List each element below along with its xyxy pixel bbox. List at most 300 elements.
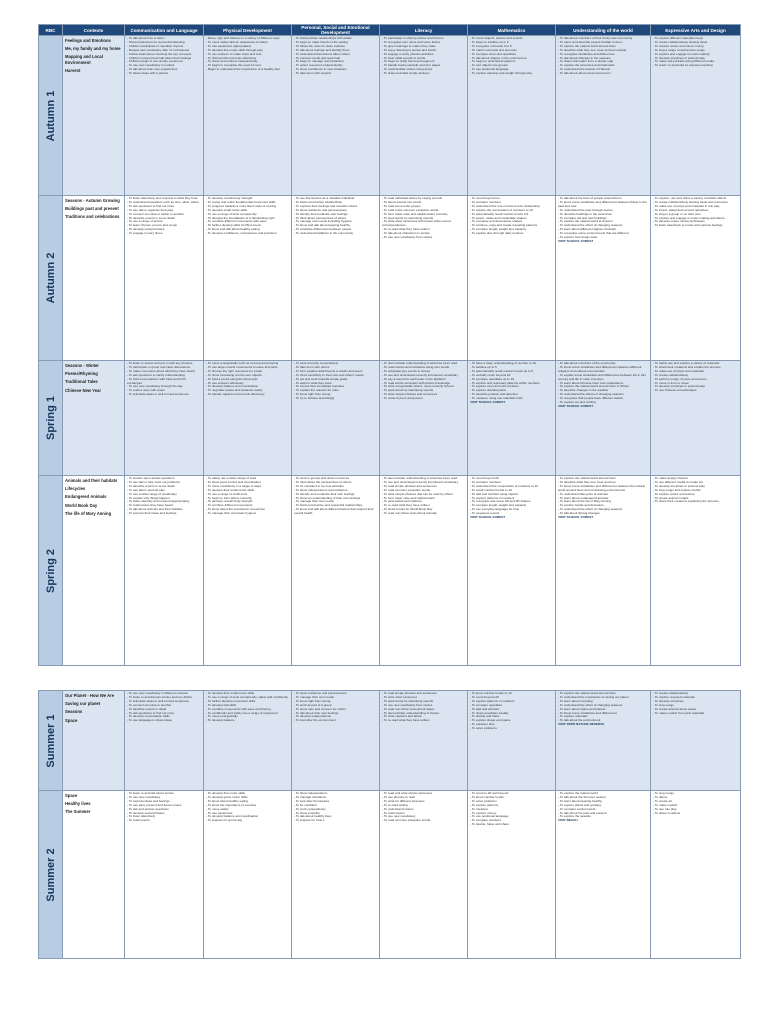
cell-line: - To develop confidence, competence and precision bbox=[206, 231, 277, 236]
cell-line: - To understand the importance of saving our planet bbox=[558, 694, 629, 699]
cell-line: - To listen to and talk about stories bbox=[127, 791, 174, 795]
cell-line: - To share quantities equally bbox=[470, 710, 509, 715]
cell-line: - To begin to understand patterns bbox=[470, 59, 516, 64]
cell-line: - To read individual letters by saying sounds bbox=[382, 196, 442, 200]
cell-line: - To show sensitivity to their own and others' needs bbox=[294, 372, 364, 377]
cell-line: - To know some similarities and differences between things in the past and now bbox=[558, 199, 647, 208]
cell-line: - To begin to subitise up to 3 bbox=[470, 39, 509, 44]
cell-line: - To articulate ideas in well-formed sentences bbox=[127, 392, 189, 397]
cell-line: - To make comments about what they have heard bbox=[127, 368, 195, 373]
cell-line: - To compare sizes and quantities bbox=[470, 51, 517, 56]
cell-line: - To compare environments bbox=[558, 806, 596, 811]
cell-line: - To sing a range of well-known songs bbox=[653, 47, 705, 52]
cell-line: - To read common exception words bbox=[382, 818, 431, 823]
cell-line: - To begin to make friends in the setting bbox=[294, 39, 348, 44]
cell-line: - To share books for World Book Day bbox=[382, 507, 433, 512]
communication-cell bbox=[125, 791, 204, 959]
context-item: Seasons - Autumn Growing bbox=[65, 198, 120, 203]
cell-line: - To make models from junk materials bbox=[653, 710, 705, 715]
cell-line: - To count beyond 20 bbox=[470, 476, 499, 480]
context-item: Space bbox=[65, 717, 78, 723]
cell-line: - To use language to share ideas bbox=[127, 718, 172, 723]
cell-line: - To spell words by identifying sounds bbox=[382, 215, 434, 220]
cell-line: - To use and understand recently introduced vocabulary bbox=[382, 372, 459, 377]
cell-line: - To share their creations and explain the process bbox=[653, 364, 721, 369]
cell-line: - Begin to understand the importance of a healthy diet bbox=[206, 67, 280, 72]
context-item: Our Planet - How We Are bbox=[65, 693, 115, 698]
cell-line: - To talk about members of the community bbox=[558, 361, 616, 365]
cell-line: - To form lower case and capital letters bbox=[382, 495, 435, 500]
curriculum-table-summer bbox=[38, 690, 741, 959]
cell-line: - To dance bbox=[653, 794, 668, 799]
mathematics-cell bbox=[468, 196, 556, 361]
expressive-cell bbox=[651, 196, 741, 361]
cell-line: - To control their immediate impulses bbox=[294, 384, 345, 389]
cell-line: - To build constructive and respectful relationships bbox=[294, 503, 363, 508]
cell-line: - To talk about how to listen bbox=[127, 36, 165, 40]
contexts-cell bbox=[63, 691, 125, 791]
cell-line: - To write simple phrases that can be read by others bbox=[382, 491, 453, 496]
cell-line: - To explore the composition of numbers to 10 bbox=[470, 207, 533, 212]
cell-line: - To understand the effects of changing seasons bbox=[558, 392, 624, 397]
cell-line: - To talk about feelings and identify them bbox=[294, 47, 350, 52]
cell-line: - To know some similarities and differences between the natural world around them and contrasting environments bbox=[558, 483, 645, 492]
cell-line: - To sing songs bbox=[653, 791, 674, 795]
cell-line: - Children participate in repetitive rhymes bbox=[127, 43, 184, 48]
cell-line: - To subitise up to 5 bbox=[470, 364, 497, 369]
table-row bbox=[39, 691, 741, 791]
cell-line: - To develop gross motor skills bbox=[206, 794, 248, 799]
cell-line: - To explore, use and refine a variety of artistic effects bbox=[653, 196, 727, 200]
cell-line: - To explore even and odd numbers bbox=[470, 384, 519, 389]
cell-line: - Follow instructions involving the key concepts bbox=[127, 51, 192, 56]
cell-line: - To select, rotate and manipulate shapes bbox=[470, 215, 527, 220]
cell-line: - To use a range of tenses bbox=[127, 219, 163, 224]
cell-line: - To prepare for Year 1 bbox=[294, 818, 325, 823]
cell-line: - To work and play cooperatively bbox=[294, 361, 339, 365]
cell-line: - To re-read what they have written bbox=[382, 503, 430, 508]
context-item: Poems/Rhyming bbox=[65, 371, 98, 377]
cell-line: - To understand the composition of numbers to 10 bbox=[470, 483, 539, 488]
cell-line: - To ask questions to find out more bbox=[127, 710, 175, 715]
header-understanding: Understanding of the world bbox=[556, 25, 651, 36]
cell-line: - To recognise own name and some letters bbox=[382, 39, 441, 44]
cell-line: - To count objects, actions and sounds bbox=[470, 36, 523, 40]
cell-line: - To develop social phrases bbox=[127, 227, 165, 232]
cell-line: - To create art bbox=[653, 798, 673, 803]
cell-line: - To measure bbox=[470, 806, 488, 811]
cell-line: - To retell stories and narratives using own words bbox=[382, 364, 450, 369]
table-row bbox=[39, 36, 741, 196]
cell-line: - To learn about recycling bbox=[558, 698, 593, 703]
cell-line: - To use talk to organise their play bbox=[127, 207, 174, 212]
term-cell bbox=[39, 476, 63, 666]
cell-line: - To count beyond 20 bbox=[470, 694, 499, 699]
cell-line: - To create collaboratively sharing ideas and resources bbox=[653, 199, 728, 204]
cell-line: - To describe events in some detail bbox=[127, 483, 175, 488]
cell-line: - To invent, adapt and recount narratives bbox=[653, 207, 709, 212]
cell-line: - To show increasing control over objects bbox=[206, 372, 262, 377]
cell-line: - To connect one idea to another bbox=[127, 702, 172, 707]
cell-line: - To learn about different religious festivals bbox=[558, 227, 616, 232]
cell-line: - To develop the foundations of a handwriting style bbox=[206, 215, 275, 220]
cell-line: - To combine different movements bbox=[206, 503, 253, 508]
cell-line: - To handle books carefully and turn pages bbox=[382, 63, 441, 68]
expressive-cell bbox=[651, 36, 741, 196]
cell-line: - To automatically recall number bonds 0-5 bbox=[470, 211, 529, 216]
contexts-cell bbox=[63, 36, 125, 196]
cell-line: - To work as part of a group bbox=[294, 702, 332, 707]
cell-line: - To match numerals and amounts bbox=[470, 47, 517, 52]
cell-line: - To make use of props and materials bbox=[653, 368, 704, 373]
cell-line: - To move energetically such as running and jumping bbox=[206, 361, 279, 365]
cell-line: - To know the importance of exercise bbox=[206, 802, 257, 807]
cell-line: - To understand questions such as who, what, where bbox=[127, 199, 199, 204]
cell-line: - To demonstrate understanding of what has been read bbox=[382, 476, 458, 480]
literacy-cell bbox=[380, 791, 468, 959]
cell-line: - To develop balance and coordination bbox=[206, 814, 259, 819]
header-expressive: Expressive Arts and Design bbox=[651, 25, 741, 36]
term-label: Autumn 2 bbox=[44, 252, 57, 304]
literacy-cell bbox=[380, 36, 468, 196]
cell-line: - To compare old and new buildings bbox=[558, 215, 607, 220]
cell-line: - To name and describe people familiar to them bbox=[558, 39, 623, 44]
cell-line: - To share ideas with a partner bbox=[127, 71, 169, 76]
context-item: Healthy lives bbox=[65, 801, 91, 807]
cell-line: - To explore the natural world bbox=[558, 791, 598, 795]
cell-line: - To make self-portraits using different media bbox=[653, 59, 714, 64]
cell-line: - To recognise and name 2D and 3D shapes bbox=[470, 499, 531, 504]
cell-line: - To describe events in detail bbox=[127, 706, 167, 711]
cell-line: - To double and halve bbox=[470, 714, 500, 719]
cell-line: - To show good control and coordination bbox=[206, 479, 261, 484]
cell-line: - To use talk in pretend play bbox=[127, 487, 165, 492]
contexts-cell bbox=[63, 791, 125, 959]
cell-line: - To move safely with an awareness of others bbox=[206, 39, 268, 44]
cell-line: - To use equipment appropriately bbox=[206, 43, 252, 48]
cell-line: - To hold conversations with back and forth exchanges bbox=[127, 376, 186, 385]
cell-line: - To use new vocabulary through the day bbox=[127, 384, 183, 389]
header-contexts: Contexts bbox=[63, 25, 125, 36]
cell-line: - To use new vocabulary bbox=[382, 814, 416, 819]
cell-line: - To learn about space and planets bbox=[558, 706, 606, 711]
cell-line: - To develop overall body strength bbox=[206, 499, 253, 504]
cell-line: - To progress towards a more fluent style of moving bbox=[206, 203, 277, 208]
cell-line: - To write labels and captions bbox=[382, 499, 422, 504]
cell-line: - To describe what they see, hear and feel bbox=[558, 479, 616, 484]
cell-line: - To hold a pencil using the tripod grip bbox=[206, 376, 258, 381]
cell-line: - To draw information from a simple map bbox=[558, 59, 614, 64]
term-label: Summer 1 bbox=[44, 713, 57, 768]
cell-line: - To develop fine motor skills through play bbox=[206, 47, 263, 52]
pse-cell bbox=[292, 691, 380, 791]
cell-line: - To begin to orally blend and segment bbox=[382, 59, 435, 64]
cell-line: - To be confident to try new activities bbox=[294, 483, 344, 488]
term-label: Autumn 1 bbox=[44, 90, 57, 141]
understanding-cell bbox=[556, 476, 651, 666]
cell-line: - To work in groups and share resources bbox=[294, 476, 350, 480]
cell-line: - To use large muscle movements to wave and paint bbox=[206, 364, 278, 369]
cell-line: - Children respond and talk about their feelings bbox=[127, 55, 192, 60]
term-cell bbox=[39, 791, 63, 959]
cell-line: - To describe position and direction bbox=[470, 392, 518, 397]
cell-line: VISIT SCHOOL FOREST bbox=[558, 403, 594, 408]
communication-cell bbox=[125, 361, 204, 476]
cell-line: - To show independence bbox=[294, 791, 328, 795]
cell-line: - To know right from wrong bbox=[294, 392, 331, 397]
context-item: Chinese New Year bbox=[65, 387, 102, 393]
term-label: Spring 1 bbox=[44, 395, 57, 441]
cell-line: - To develop ball skills bbox=[206, 702, 237, 707]
cell-line: - To show an understanding of their own feelings bbox=[294, 495, 361, 500]
header-row bbox=[39, 25, 741, 36]
curriculum-table bbox=[38, 24, 741, 666]
cell-line: - To develop storylines in pretend play bbox=[653, 483, 705, 488]
pse-cell bbox=[292, 361, 380, 476]
cell-line: - To create collaboratively bbox=[653, 691, 689, 695]
cell-line: - To explore fossils and dinosaurs bbox=[558, 503, 604, 508]
cell-line: - To demonstrate understanding of what has been read bbox=[382, 361, 458, 365]
cell-line: - To read a few common exception words bbox=[382, 207, 439, 212]
cell-line: - To read common exception words bbox=[382, 487, 431, 492]
cell-line: - To draw and label simple pictures bbox=[382, 71, 430, 76]
cell-line: - To manage own needs including hygiene bbox=[294, 219, 352, 224]
cell-line: - To build constructive relationships bbox=[294, 199, 343, 204]
cell-line: - To form positive attachments to adults and peers bbox=[294, 368, 363, 373]
cell-line: - To explore the seaside bbox=[558, 814, 591, 819]
cell-line: - To recall number bonds to 10 bbox=[470, 487, 512, 492]
cell-line: - To understand lifecycles of animals bbox=[558, 491, 608, 496]
cell-line: - To describe events in some detail bbox=[127, 215, 175, 220]
cell-line: - To understand that actions affect others bbox=[294, 51, 350, 56]
cell-line: - To show confidence in new situations bbox=[294, 67, 347, 72]
cell-line: - To create animal models bbox=[653, 495, 689, 500]
physical-cell bbox=[204, 196, 292, 361]
term-label: Summer 2 bbox=[44, 847, 57, 902]
cell-line: - To explore and engage in music making and dance bbox=[653, 215, 725, 220]
cell-line: - To take turns with others bbox=[294, 364, 330, 369]
cell-line: - To share creations bbox=[653, 810, 681, 815]
cell-line: - To use new vocabulary in context bbox=[127, 63, 175, 68]
cell-line: - To talk about where food comes from bbox=[558, 71, 611, 76]
cell-line: - To use past, present and future tenses bbox=[127, 802, 182, 807]
cell-line: - To use a range of tools competently bbox=[206, 211, 257, 216]
cell-line: - To retell events bbox=[127, 818, 150, 823]
cell-line: - To explore time through daily routines bbox=[470, 231, 524, 236]
cell-line: - To describe what they see, hear and feel outside bbox=[558, 47, 627, 52]
cell-line: - To talk about animals and their habitats bbox=[127, 507, 183, 512]
cell-line: - To write captions and labels bbox=[382, 714, 422, 719]
cell-line: - To talk about the Summer season bbox=[558, 794, 606, 799]
cell-line: - To move energetically bbox=[206, 714, 238, 719]
pse-cell bbox=[292, 196, 380, 361]
cell-line: - To develop their small motor skills bbox=[206, 691, 255, 695]
cell-line: - To develop social phrases bbox=[127, 810, 165, 815]
mathematics-cell bbox=[468, 691, 556, 791]
cell-line: - To return to and build on previous learning bbox=[653, 63, 713, 68]
cell-line: - To use a wider range of vocabulary bbox=[127, 491, 177, 496]
cell-line: - To further develop movement skills bbox=[206, 698, 256, 703]
mathematics-cell bbox=[468, 791, 556, 959]
pse-cell bbox=[292, 476, 380, 666]
expressive-cell bbox=[651, 791, 741, 959]
cell-line: - To know and talk about keeping healthy bbox=[294, 223, 351, 228]
cell-line: - To talk about Spring changes bbox=[558, 511, 600, 516]
cell-line: - To sing songs bbox=[653, 702, 674, 707]
cell-line: - Show behaviours for successful listening bbox=[127, 39, 185, 44]
cell-line: - To learn about keeping healthy bbox=[558, 798, 602, 803]
cell-line: - To develop their small motor skills bbox=[206, 487, 255, 492]
expressive-cell bbox=[651, 361, 741, 476]
context-item: Buildings past and present bbox=[65, 206, 119, 212]
cell-line: - To spell words by identifying sounds bbox=[382, 388, 434, 393]
cell-line: - To articulate ideas in well-formed sentences bbox=[127, 698, 189, 703]
cell-line: - To talk about changes in the seasons bbox=[558, 55, 611, 60]
cell-line: - To celebrate differences between people bbox=[294, 227, 352, 232]
cell-line: - To wait for what they want bbox=[294, 380, 332, 385]
cell-line: - To talk about shapes in the environment bbox=[470, 55, 527, 60]
cell-line: - To enjoy listening to stories and books bbox=[382, 47, 437, 52]
cell-line: - To build positive relationships with adults bbox=[294, 36, 352, 40]
cell-line: - To express needs and seek help bbox=[294, 55, 341, 60]
cell-line: - To look after the environment bbox=[294, 718, 336, 723]
cell-line: - To use a range of small tools bbox=[206, 491, 248, 496]
expressive-cell bbox=[651, 476, 741, 666]
cell-line: - To follow the rules for class routines bbox=[294, 43, 345, 48]
cell-line: - To use phonics to read bbox=[382, 794, 415, 799]
cell-line: - To learn about endangered animals bbox=[558, 495, 609, 500]
cell-line: - To listen to and discuss stories and non-fiction bbox=[127, 694, 192, 699]
cell-line: - To use positional language bbox=[470, 67, 509, 72]
cell-line: - To recite rhymes and poems bbox=[382, 396, 423, 401]
cell-line: - To use new vocabulary bbox=[127, 794, 161, 799]
cell-line: - To hear initial sounds in words bbox=[382, 55, 426, 60]
cell-line: - To compare numbers bbox=[470, 818, 501, 823]
cell-line: - To compare length, weight and capacity bbox=[470, 227, 527, 232]
cell-line: - To engage in early phonics activities bbox=[382, 51, 434, 56]
context-item: The life of Mary Anning bbox=[65, 510, 112, 516]
cell-line: - To know number bonds bbox=[470, 794, 504, 799]
cell-line: - To double, halve and share bbox=[470, 822, 509, 827]
cell-line: - To talk about the past and present bbox=[558, 810, 607, 815]
cell-line: - To develop small motor skills bbox=[206, 207, 248, 212]
cell-line: - To write simple phrases and sentences bbox=[382, 392, 438, 397]
header-physical: Physical Development bbox=[204, 25, 292, 36]
cell-line: - To know number bonds to 10 bbox=[470, 691, 512, 695]
cell-line: - To use and understand recently introduced vocabulary bbox=[382, 479, 459, 484]
cell-line: - Repeat new vocabulary after it is introduced bbox=[127, 47, 190, 52]
cell-line: - To show independence and resilience bbox=[294, 487, 348, 492]
context-item: Harvest bbox=[65, 67, 81, 73]
term-label: Spring 2 bbox=[44, 548, 57, 593]
cell-line: - To retell stories bbox=[382, 810, 405, 815]
context-item: World Book Day bbox=[65, 502, 98, 508]
cell-line: - To count beyond ten bbox=[470, 196, 500, 200]
cell-line: - To talk about the lives of people around them bbox=[558, 196, 622, 200]
cell-line: - To develop conversation skills bbox=[127, 714, 170, 719]
context-item: Me, my family and my home bbox=[65, 46, 121, 52]
cell-line: - To compare numbers bbox=[470, 479, 501, 484]
cell-line: - To re-read what they have written bbox=[382, 227, 430, 232]
cell-line: - To solve problems bbox=[470, 726, 497, 731]
mathematics-cell bbox=[468, 36, 556, 196]
context-item: Traditional Tales bbox=[65, 379, 98, 385]
cell-line: - To know and talk about different factors that support their overall health bbox=[294, 507, 374, 516]
cell-line: - To know and talk about healthy eating bbox=[206, 227, 260, 232]
mathematics-cell bbox=[468, 361, 556, 476]
context-item: Seasons bbox=[65, 709, 83, 715]
cell-line: - To explore the local area and landmarks bbox=[558, 63, 615, 68]
cell-line: - To create artwork about space bbox=[653, 706, 697, 711]
cell-line: - To add and subtract using objects bbox=[470, 491, 518, 496]
cell-line: - To listen attentively bbox=[127, 814, 155, 819]
cell-line: - To talk about their own feelings bbox=[294, 710, 339, 715]
cell-line: - To show care and concern for others bbox=[294, 706, 346, 711]
cell-line: - To explore doubling facts bbox=[470, 388, 507, 393]
table-body-summer bbox=[39, 691, 741, 959]
cell-line: - To explore patterns in numbers bbox=[470, 698, 515, 703]
cell-line: - To write short sentences bbox=[382, 694, 418, 699]
cell-line: - To recognise that people have different beliefs bbox=[558, 396, 623, 401]
contexts-cell bbox=[63, 361, 125, 476]
cell-line: - To begin to recognise the need for rest bbox=[206, 63, 261, 68]
cell-line: - To know some similarities and differences bbox=[558, 710, 617, 715]
contexts-cell bbox=[63, 196, 125, 361]
cell-line: - To safely use a wider range of tools bbox=[206, 476, 257, 480]
cell-line: - To learn rhymes, poems and songs bbox=[127, 223, 177, 228]
cell-line: - To make models bbox=[653, 802, 678, 807]
cell-line: VISIT SCHOOL FOREST bbox=[470, 515, 506, 520]
cell-line: - To show resilience and perseverance bbox=[294, 691, 347, 695]
cell-line: - To understand the one more/one less relationship bbox=[470, 203, 540, 208]
cell-line: - To recognise some environments that are different bbox=[558, 231, 629, 236]
term-cell bbox=[39, 361, 63, 476]
cell-line: VISIT SCHOOL FOREST bbox=[558, 515, 594, 520]
cell-line: - To re-read writing bbox=[382, 802, 408, 807]
cell-line: - To use new vocabulary from stories bbox=[382, 702, 433, 707]
cell-line: - To move confidently in a range of ways bbox=[206, 483, 262, 488]
cell-line: - To form lower-case and capital letters correctly bbox=[382, 211, 448, 216]
cell-line: - To explore how things work bbox=[558, 235, 598, 240]
cell-line: VISIT BEACH bbox=[558, 818, 578, 823]
expressive-cell bbox=[651, 691, 741, 791]
cell-line: - To explore colour and colour mixing bbox=[653, 43, 704, 48]
cell-line: - To sing in a group or on their own bbox=[653, 211, 701, 216]
communication-cell bbox=[125, 691, 204, 791]
cell-line: - To hold pencils and tools effectively bbox=[206, 55, 257, 60]
cell-line: - To combine movements with ease and fluency bbox=[206, 706, 272, 711]
cell-line: - To verbally count beyond 20 bbox=[470, 372, 511, 377]
pse-cell bbox=[292, 791, 380, 959]
cell-line: - To prepare for sports day bbox=[206, 818, 243, 823]
cell-line: - To explain the reasons for rules bbox=[294, 388, 339, 393]
cell-line: - To develop colour mixing techniques bbox=[653, 219, 705, 224]
cell-line: - To compare numbers bbox=[470, 199, 501, 204]
cell-line: - To learn about the life of Mary Anning bbox=[558, 499, 611, 504]
cell-line: - To listen carefully and respond appropriately bbox=[127, 499, 190, 504]
cell-line: - To begin to form letters correctly bbox=[206, 495, 252, 500]
mathematics-cell bbox=[468, 476, 556, 666]
cell-line: - To perform songs, rhymes and poems bbox=[653, 376, 707, 381]
header-literacy: Literacy bbox=[380, 25, 468, 36]
cell-line: - To explore plants and growing bbox=[558, 802, 601, 807]
context-item: Space bbox=[65, 793, 78, 798]
cell-line: - To read non-fiction texts about animals bbox=[382, 511, 437, 516]
cell-line: - To know about the importance of exercise bbox=[206, 507, 265, 512]
cell-line: - To look after themselves bbox=[294, 798, 330, 803]
cell-line: - Move, sign and balance in a variety of different ways bbox=[206, 36, 280, 40]
cell-line: - To understand the effect of changing seasons bbox=[558, 702, 623, 707]
